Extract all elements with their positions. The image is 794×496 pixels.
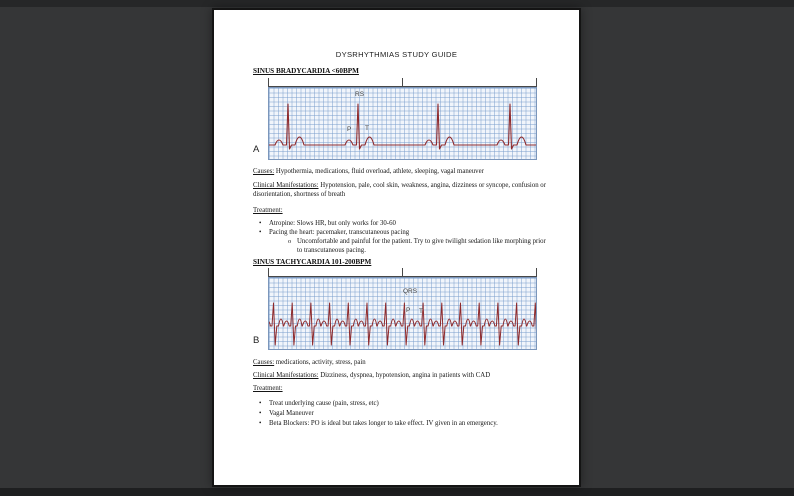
- bullet-item: [259, 399, 551, 408]
- bullet-glyph: •: [259, 410, 262, 417]
- causes-text: medications, activity, stress, pain: [274, 359, 366, 366]
- treatment-label-a: Treatment:: [253, 207, 283, 214]
- sub-bullet-glyph: o: [288, 238, 292, 245]
- document-page: [212, 8, 581, 487]
- bullet-text: Vagal Maneuver: [269, 410, 314, 417]
- ecg-scale-ruler-a: [268, 78, 537, 87]
- causes-line-b: [253, 358, 553, 367]
- wave-label-t-a: T: [365, 125, 369, 132]
- clinical-line-b: [253, 371, 555, 380]
- causes-label: Causes:: [253, 359, 275, 366]
- bullet-text: Pacing the heart: pacemaker, transcutaneous pacing: [269, 229, 410, 236]
- bullet-item: [259, 419, 551, 428]
- section-heading-bradycardia: SINUS BRADYCARDIA <60BPM: [253, 67, 359, 75]
- ecg-strip-b: [268, 277, 537, 350]
- bullet-item: [259, 228, 551, 237]
- strip-label-a: A: [253, 144, 260, 155]
- wave-label-t-b: T: [419, 308, 423, 315]
- ecg-trace-a: [269, 88, 537, 160]
- bullet-text: Treat underlying cause (pain, stress, etc): [269, 400, 379, 407]
- bullet-text: Uncomfortable and painful for the patient. Try to give twilight sedation like morphing prior to transcutaneous pacing.: [297, 238, 546, 254]
- clinical-label: Clinical Manifestations:: [253, 182, 319, 189]
- ruler-tick-left: [268, 268, 269, 276]
- bullet-glyph: •: [259, 400, 262, 407]
- bullet-item-sub: [288, 237, 546, 255]
- causes-label: Causes:: [253, 168, 275, 175]
- wave-label-p-a: P: [347, 126, 352, 133]
- clinical-label: Clinical Manifestations:: [253, 372, 319, 379]
- ruler-tick-center: [402, 268, 403, 276]
- top-frame-bar: [0, 0, 794, 7]
- ruler-tick-right: [536, 268, 537, 276]
- ruler-tick-right: [536, 78, 537, 86]
- bullet-item: [259, 409, 551, 418]
- page-title: DYSRHYTHMIAS STUDY GUIDE: [335, 50, 458, 59]
- bullet-item: [259, 219, 551, 228]
- ruler-tick-left: [268, 78, 269, 86]
- bullet-glyph: •: [259, 420, 262, 427]
- bullet-glyph: •: [259, 229, 262, 236]
- section-heading-tachycardia: SINUS TACHYCARDIA 101-200BPM: [253, 258, 372, 266]
- bullet-text: Atropine: Slows HR, but only works for 30-60: [269, 220, 396, 227]
- bullet-text: Beta Blockers: PO is ideal but takes longer to take effect. IV given in an emergency.: [269, 420, 498, 427]
- wave-label-p-b: P: [406, 307, 411, 314]
- clinical-line-a: [253, 181, 555, 200]
- causes-line-a: [253, 167, 553, 176]
- ruler-tick-center: [402, 78, 403, 86]
- clinical-text: Hypotension, pale, cool skin, weakness, angina, dizziness or syncope, confusion or disorientation, shortness of breath: [253, 182, 546, 199]
- treatment-label-b: Treatment:: [253, 385, 283, 392]
- bottom-frame-bar: [0, 488, 794, 496]
- wave-label-qrs-a: RS: [355, 91, 365, 98]
- wave-label-qrs-b: QRS: [403, 288, 418, 295]
- ecg-strip-a: [268, 87, 537, 160]
- ecg-scale-ruler-b: [268, 268, 537, 277]
- causes-text: Hypothermia, medications, fluid overload, athlete, sleeping, vagal maneuver: [274, 168, 484, 175]
- clinical-text: Dizziness, dyspnea, hypotension, angina in patients with CAD: [318, 372, 491, 379]
- strip-label-b: B: [253, 335, 260, 346]
- bullet-glyph: •: [259, 220, 262, 227]
